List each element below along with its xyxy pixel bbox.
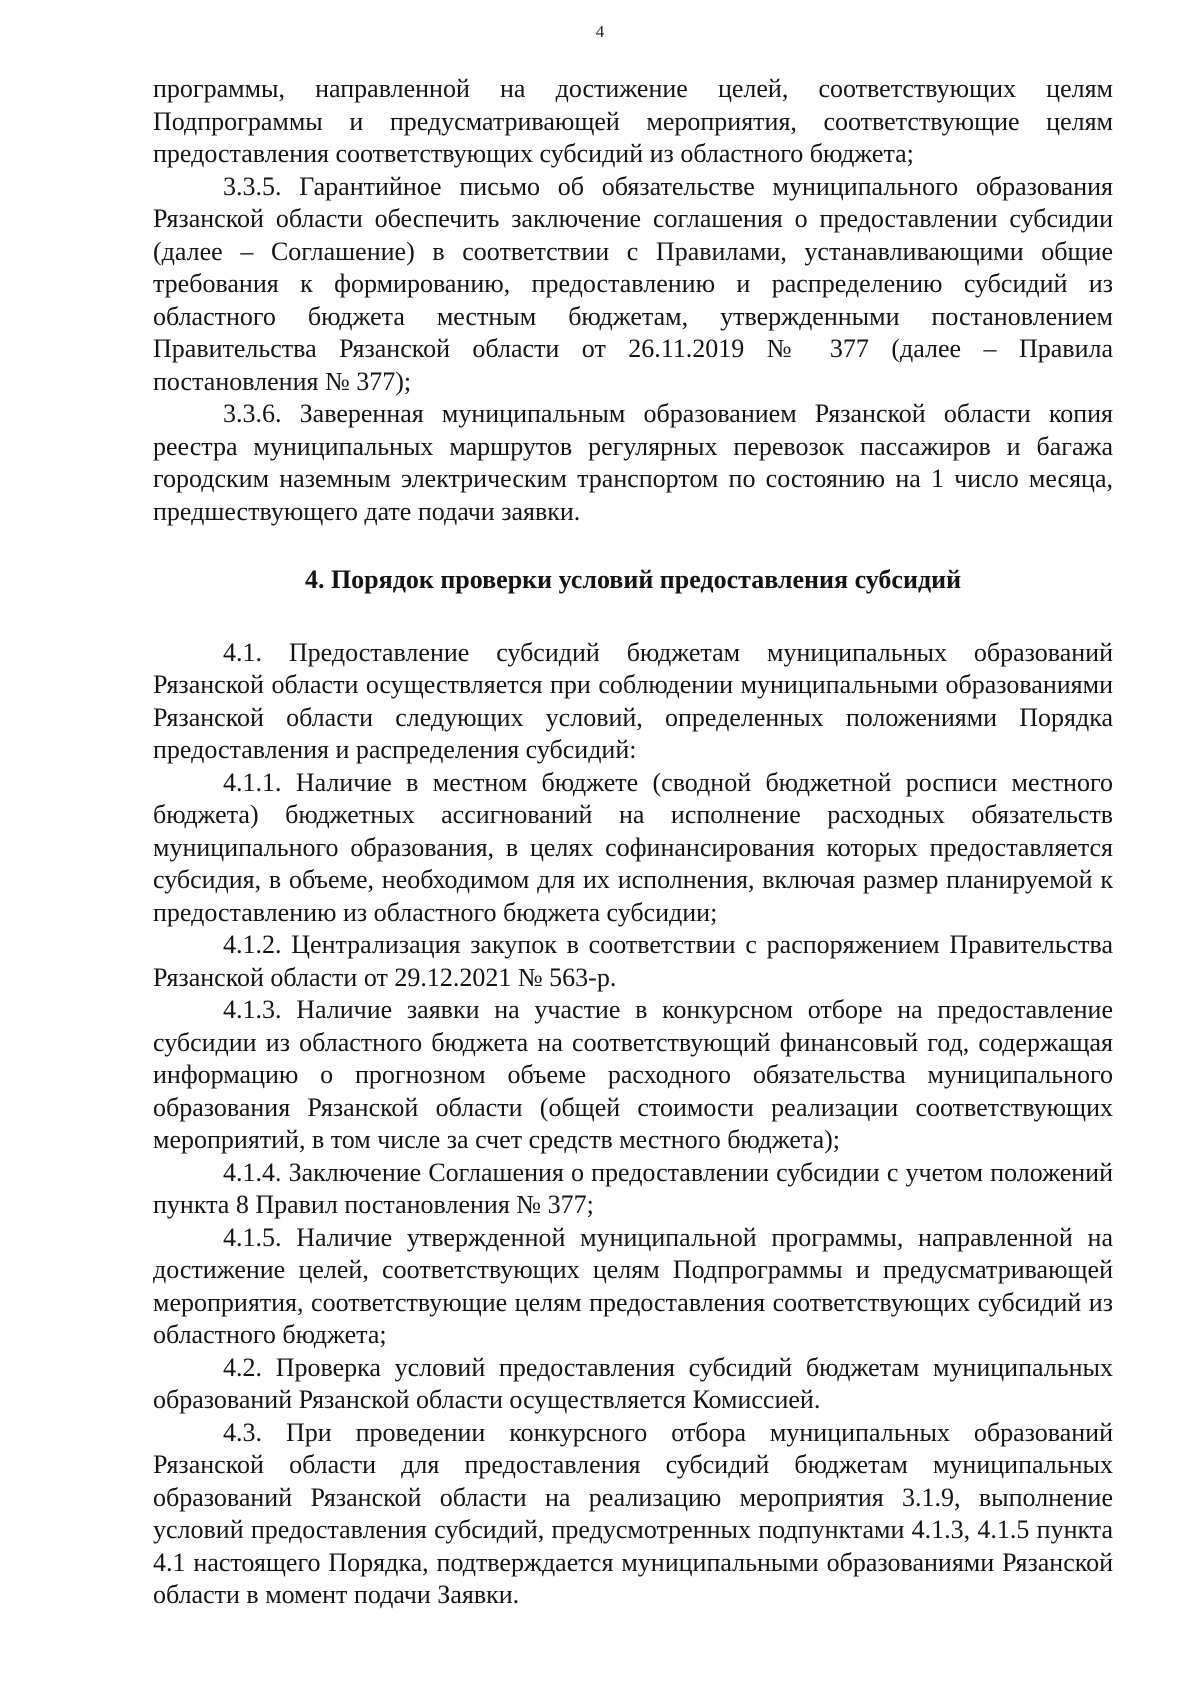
page-number: 4	[595, 22, 605, 41]
document-body	[153, 73, 1113, 1612]
paragraph-4-3: 4.3. При проведении конкурсного отбора муниципальных образований Рязанской области для предоставления субсидий бюджетам муниципальных образований Рязанской области на реализацию мероприятия 3.1.9, выполнение условий предоставления субсидий, предусмотренных подпунктами 4.1.3, 4.1.5 пункта 4.1 настоящего Порядка, подтверждается муниципальными образованиями Рязанской области в момент подачи Заявки.	[153, 1417, 1113, 1609]
paragraph-4-1: 4.1. Предоставление субсидий бюджетам муниципальных образований Рязанской области осуществляется при соблюдении муниципальными образованиями Рязанской области следующих условий, определенных положениями Порядка предоставления и распределения субсидий:	[153, 637, 1113, 764]
paragraph-continuation: программы, направленной на достижение целей, соответствующих целям Подпрограммы и предусматривающей мероприятия, соответствующие целям предоставления соответствующих субсидий из областного бюджета;	[153, 74, 1113, 168]
paragraph-4-1-2: 4.1.2. Централизация закупок в соответствии с распоряжением Правительства Рязанской области от 29.12.2021 № 563-р.	[153, 930, 1113, 992]
paragraph-4-1-1: 4.1.1. Наличие в местном бюджете (сводной бюджетной росписи местного бюджета) бюджетных ассигнований на исполнение расходных обязательств муниципального образования, в целях софинансирования которых предоставляется субсидия, в объеме, необходимом для их исполнения, включая размер планируемой к предоставлению из областного бюджета субсидии;	[153, 767, 1113, 927]
paragraph-4-1-3: 4.1.3. Наличие заявки на участие в конкурсном отборе на предоставление субсидии из областного бюджета на соответствующий финансовый год, содержащая информацию о прогнозном объеме расходного обязательства муниципального образования Рязанской области (общей стоимости реализации соответствующих мероприятий, в том числе за счет средств местного бюджета);	[153, 995, 1113, 1154]
paragraph-4-1-5: 4.1.5. Наличие утвержденной муниципальной программы, направленной на достижение целей, соответствующих целям Подпрограммы и предусматривающей мероприятия, соответствующие целям предоставления соответствующих субсидий из областного бюджета;	[153, 1222, 1113, 1349]
paragraph-4-1-4: 4.1.4. Заключение Соглашения о предоставлении субсидии с учетом положений пункта 8 Правил постановления № 377;	[153, 1157, 1113, 1219]
paragraph-3-3-5: 3.3.5. Гарантийное письмо об обязательстве муниципального образования Рязанской области обеспечить заключение соглашения о предоставлении субсидии (далее – Соглашение) в соответствии с Правилами, устанавливающими общие требования к формированию, предоставлению и распределению субсидий из областного бюджета местным бюджетам, утвержденными постановлением Правительства Рязанской области от 26.11.2019 № 377 (далее – Правила постановления № 377);	[153, 171, 1113, 396]
paragraph-3-3-6: 3.3.6. Заверенная муниципальным образованием Рязанской области копия реестра муниципальных маршрутов регулярных перевозок пассажиров и багажа городским наземным электрическим транспортом по состоянию на 1 число месяца, предшествующего дате подачи заявки.	[153, 399, 1113, 526]
section-heading: 4. Порядок проверки условий предоставления субсидий	[304, 565, 962, 594]
paragraph-4-2: 4.2. Проверка условий предоставления субсидий бюджетам муниципальных образований Рязанской области осуществляется Комиссией.	[153, 1352, 1113, 1414]
